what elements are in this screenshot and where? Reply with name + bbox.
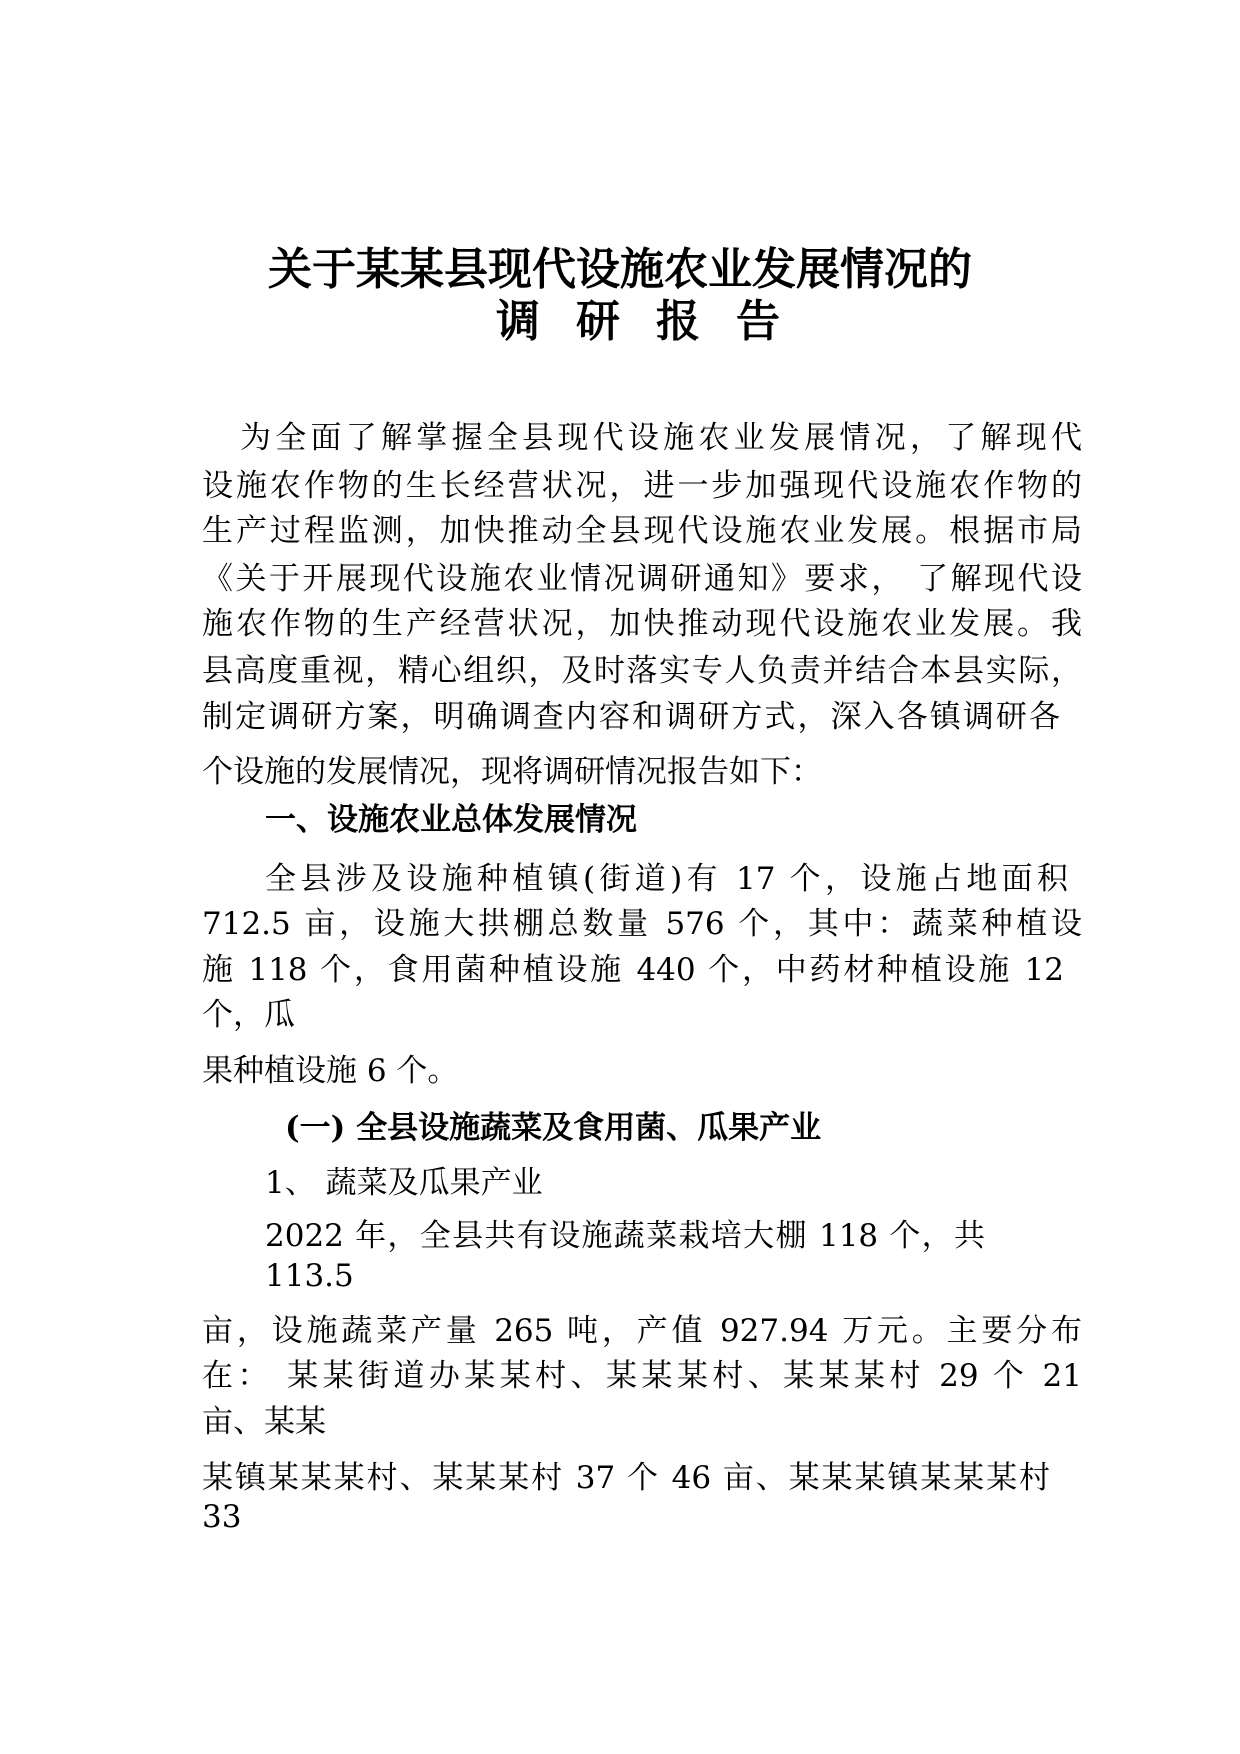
- intro-line-8: 个设施的发展情况，现将调研情况报告如下：: [202, 754, 822, 790]
- subsection-line-7: 33: [202, 1499, 242, 1535]
- subsection-heading-1: (一) 全县设施蔬菜及食用菌、瓜果产业: [285, 1110, 822, 1146]
- subsection-line-3: 亩，设施蔬菜产量 265 吨，产值 927.94 万元。主要分布: [202, 1313, 1082, 1349]
- subsection-line-1: 2022 年，全县共有设施蔬菜栽培大棚 118 个，共: [265, 1218, 985, 1254]
- intro-line-4: 《关于开展现代设施农业情况调研通知》要求， 了解现代设: [202, 561, 1082, 597]
- section1-line-3: 施 118 个，食用菌种植设施 440 个，中药材种植设施 12: [202, 952, 1064, 988]
- section1-line-4: 个，瓜: [202, 997, 295, 1033]
- section1-line-1: 全县涉及设施种植镇(街道)有 17 个，设施占地面积: [265, 861, 1068, 897]
- section1-line-2: 712.5 亩，设施大拱棚总数量 576 个，其中：蔬菜种植设: [202, 906, 1082, 942]
- report-title-line1: 关于某某县现代设施农业发展情况的: [268, 244, 972, 295]
- subsection-line-4: 在： 某某街道办某某村、某某某村、某某某村 29 个 21: [202, 1358, 1082, 1394]
- subsection-line-6: 某镇某某某村、某某某村 37 个 46 亩、某某某镇某某某村: [202, 1460, 1050, 1496]
- intro-line-7: 制定调研方案，明确调查内容和调研方式，深入各镇调研各: [202, 699, 1060, 735]
- subsection-line-2: 113.5: [265, 1258, 354, 1294]
- intro-line-6: 县高度重视，精心组织，及时落实专人负责并结合本县实际，: [202, 653, 1082, 689]
- intro-line-3: 生产过程监测，加快推动全县现代设施农业发展。根据市局: [202, 513, 1082, 549]
- report-title-line2: 调研报告: [496, 296, 816, 347]
- section-heading-1: 一、设施农业总体发展情况: [265, 802, 637, 838]
- intro-line-2: 设施农作物的生长经营状况，进一步加强现代设施农作物的: [202, 468, 1082, 504]
- subsection-line-5: 亩、某某: [202, 1404, 326, 1440]
- section1-line-5: 果种植设施 6 个。: [202, 1053, 459, 1089]
- intro-line-1: 为全面了解掌握全县现代设施农业发展情况，了解现代: [240, 420, 1082, 456]
- intro-line-5: 施农作物的生产经营状况，加快推动现代设施农业发展。我: [202, 606, 1082, 642]
- subsection-item-1: 1、 蔬菜及瓜果产业: [265, 1165, 543, 1201]
